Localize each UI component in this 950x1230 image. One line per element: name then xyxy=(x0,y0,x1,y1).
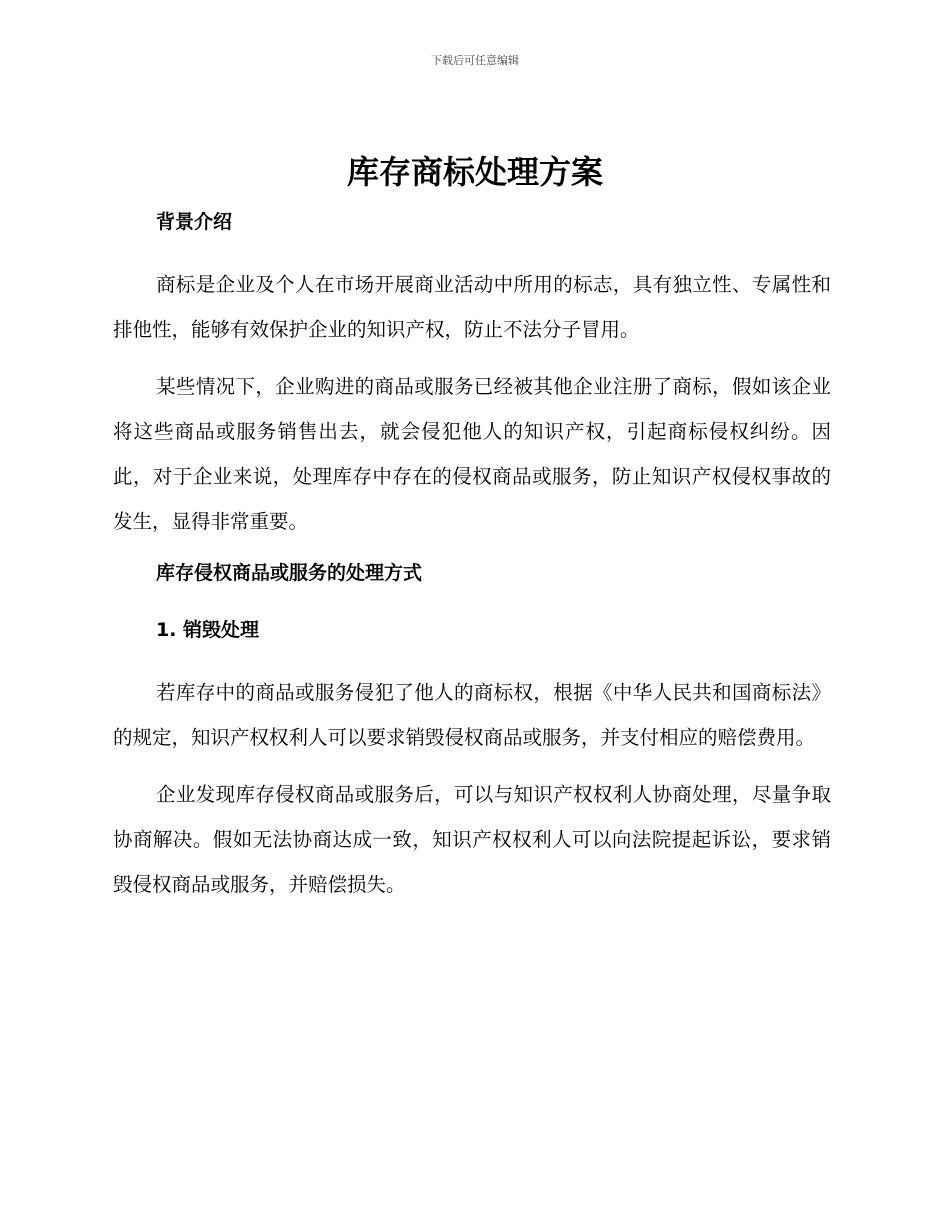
paragraph-destruction-2: 企业发现库存侵权商品或服务后，可以与知识产权权利人协商处理，尽量争取协商解决。假如无法协商达成一致，知识产权权利人可以向法院提起诉讼，要求销毁侵权商品或服务，并赔偿损失。 xyxy=(113,783,831,896)
document-title: 库存商标处理方案 xyxy=(346,153,603,191)
paragraph-background-2: 某些情况下，企业购进的商品或服务已经被其他企业注册了商标，假如该企业将这些商品或服务销售出去，就会侵犯他人的知识产权，引起商标侵权纠纷。因此，对于企业来说，处理库存中存在的侵权商品或服务，防止知识产权侵权事故的发生，显得非常重要。 xyxy=(113,375,831,533)
paragraph-background-1: 商标是企业及个人在市场开展商业活动中所用的标志，具有独立性、专属性和排他性，能够有效保护企业的知识产权，防止不法分子冒用。 xyxy=(113,273,831,341)
section-heading-handling-methods: 库存侵权商品或服务的处理方式 xyxy=(156,562,423,584)
header-note: 下载后可任意编辑 xyxy=(431,54,519,67)
paragraph-destruction-1: 若库存中的商品或服务侵犯了他人的商标权，根据《中华人民共和国商标法》的规定，知识产权权利人可以要求销毁侵权商品或服务，并支付相应的赔偿费用。 xyxy=(113,681,831,749)
section-heading-background: 背景介绍 xyxy=(156,211,233,233)
subheading-destruction: 1. 销毁处理 xyxy=(156,619,260,641)
document-body xyxy=(113,205,831,907)
